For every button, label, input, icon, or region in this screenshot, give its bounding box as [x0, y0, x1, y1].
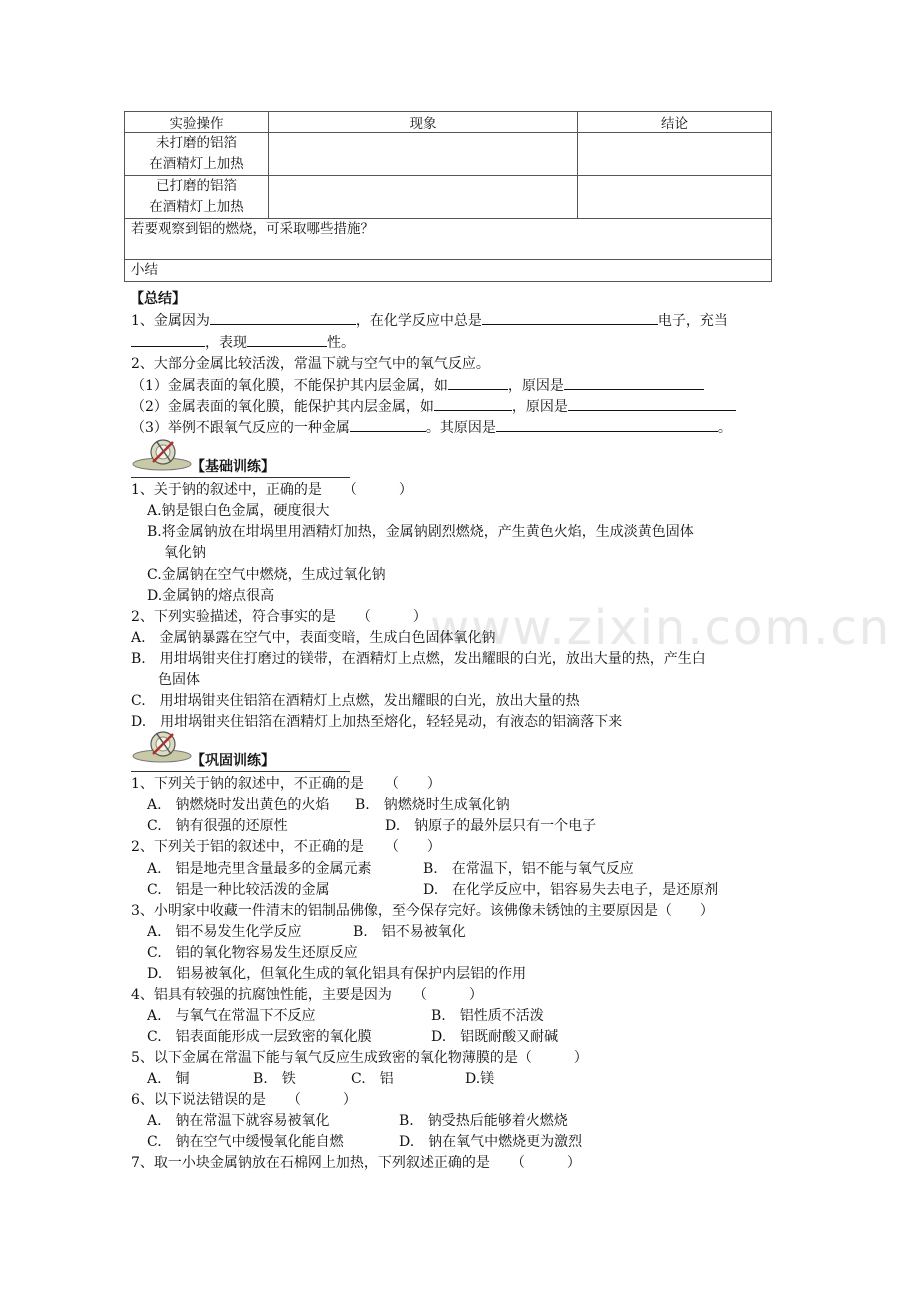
blank[interactable] [131, 346, 205, 347]
summary-heading: 【总结】 [130, 291, 186, 307]
blank[interactable] [448, 389, 508, 390]
cons-q5-option-b[interactable]: B. 铁 [253, 1071, 296, 1087]
summary-line-5: （2）金属表面的氧化膜，能保护其内层金属，如 ，原因是 [131, 396, 736, 416]
cons-q2-option-c[interactable]: C. 铝是一种比较活泼的金属 [147, 882, 330, 898]
basic-q1-option-b[interactable]: B.将金属钠放在坩埚里用酒精灯加热，金属钠剧烈燃烧，产生黄色火焰，生成淡黄色固体 [147, 524, 694, 540]
cons-q6-option-b[interactable]: B. 钠受热后能够着火燃烧 [399, 1113, 568, 1129]
cons-q1-option-b[interactable]: B. 钠燃烧时生成氧化钠 [355, 797, 510, 813]
cons-q4-option-d[interactable]: D. 铝既耐酸又耐碱 [431, 1029, 559, 1045]
table-cell-operation: 未打磨的铝箔 在酒精灯上加热 [125, 133, 269, 176]
basic-q2-option-d[interactable]: D. 用坩埚钳夹住铝箔在酒精灯上加热至熔化，轻轻晃动，有液态的铝滴落下来 [131, 714, 623, 730]
table-row [125, 133, 772, 176]
cons-q3-option-c[interactable]: C. 铝的氧化物容易发生还原反应 [147, 945, 358, 961]
blank[interactable] [564, 389, 704, 390]
basic-q2-option-b-cont: 色固体 [158, 672, 200, 688]
table-cell-phenomenon[interactable] [269, 133, 578, 176]
summary-line-3: 2、大部分金属比较活泼，常温下就与空气中的氧气反应。 [131, 356, 490, 372]
cons-q4-option-b[interactable]: B. 铝性质不活泼 [431, 1008, 544, 1024]
basic-training-heading: 【基础训练】 [131, 456, 350, 478]
cons-q6: 6、以下说法错误的是 （ ） [131, 1092, 357, 1108]
cons-q5-option-d[interactable]: D.镁 [465, 1071, 495, 1087]
cons-q6-option-a[interactable]: A. 钠在常温下就容易被氧化 [147, 1113, 330, 1129]
table-summary[interactable]: 小结 [125, 260, 772, 282]
basic-q2-option-b[interactable]: B. 用坩埚钳夹住打磨过的镁带，在酒精灯上点燃，发出耀眼的白光，放出大量的热，产生白 [131, 651, 706, 667]
basic-q2-option-c[interactable]: C. 用坩埚钳夹住铝箔在酒精灯上点燃，发出耀眼的白光，放出大量的热 [131, 693, 580, 709]
cons-q3-option-a[interactable]: A. 铝不易发生化学反应 [147, 924, 302, 940]
cons-q2-option-a[interactable]: A. 铝是地壳里含量最多的金属元素 [147, 861, 372, 877]
blank[interactable] [482, 324, 658, 325]
cons-q3-option-b[interactable]: B. 铝不易被氧化 [353, 924, 466, 940]
table-cell-phenomenon[interactable] [269, 176, 578, 219]
cons-q1-option-d[interactable]: D. 钠原子的最外层只有一个电子 [385, 818, 597, 834]
table-header-conclusion: 结论 [578, 112, 772, 133]
basic-q2-option-a[interactable]: A. 金属钠暴露在空气中，表面变暗，生成白色固体氧化钠 [131, 630, 496, 646]
cons-q7: 7、取一小块金属钠放在石棉网上加热，下列叙述正确的是 （ ） [131, 1155, 581, 1171]
cons-q4-option-a[interactable]: A. 与氧气在常温下不反应 [147, 1008, 316, 1024]
cons-q4-option-c[interactable]: C. 铝表面能形成一层致密的氧化膜 [147, 1029, 372, 1045]
table-cell-conclusion[interactable] [578, 176, 772, 219]
cons-q5-option-c[interactable]: C. 铝 [351, 1071, 394, 1087]
table-question[interactable]: 若要观察到铝的燃烧，可采取哪些措施？ [125, 219, 772, 260]
basic-q2: 2、下列实验描述，符合事实的是 （ ） [131, 609, 427, 625]
watermark: www.zixin.com.cn [430, 600, 892, 656]
cons-q1-option-a[interactable]: A. 钠燃烧时发出黄色的火焰 [147, 797, 330, 813]
table-header-phenomenon: 现象 [269, 112, 578, 133]
blank[interactable] [350, 431, 426, 432]
table-row [125, 176, 772, 219]
cons-q1-option-c[interactable]: C. 钠有很强的还原性 [147, 818, 288, 834]
cons-q2-option-d[interactable]: D. 在化学反应中，铝容易失去电子，是还原剂 [423, 882, 719, 898]
blank[interactable] [496, 431, 718, 432]
summary-line-1: 1、金属因为 ，在化学反应中总是 电子，充当 [131, 313, 728, 329]
cons-q6-option-c[interactable]: C. 钠在空气中缓慢氧化能自燃 [147, 1134, 344, 1150]
summary-line-4: （1）金属表面的氧化膜，不能保护其内层金属，如 ，原因是 [131, 375, 704, 395]
table-cell-operation: 已打磨的铝箔 在酒精灯上加热 [125, 176, 269, 219]
cons-q2-option-b[interactable]: B. 在常温下，铝不能与氧气反应 [423, 861, 634, 877]
blank[interactable] [568, 410, 736, 411]
experiment-table [124, 111, 772, 282]
cons-q4: 4、铝具有较强的抗腐蚀性能，主要是因为 （ ） [131, 987, 483, 1003]
cons-q3: 3、小明家中收藏一件清末的铝制品佛像，至今保存完好。该佛像未锈蚀的主要原因是（ ） [131, 903, 714, 919]
basic-q1-option-c[interactable]: C.金属钠在空气中燃烧，生成过氧化钠 [147, 567, 386, 583]
table-header-operation: 实验操作 [125, 112, 269, 133]
cons-q5-option-a[interactable]: A. 铜 [147, 1071, 190, 1087]
table-cell-conclusion[interactable] [578, 133, 772, 176]
summary-line-2: ，表现 性。 [131, 332, 355, 352]
cons-q1: 1、下列关于钠的叙述中，不正确的是 （ ） [131, 776, 441, 792]
basic-q1: 1、关于钠的叙述中，正确的是 （ ） [131, 482, 413, 498]
blank[interactable] [434, 410, 512, 411]
cons-q5: 5、以下金属在常温下能与氧气反应生成致密的氧化物薄膜的是（ ） [131, 1050, 588, 1066]
blank[interactable] [210, 324, 356, 325]
consolidate-heading: 【巩固训练】 [131, 750, 350, 772]
basic-q1-option-b-cont: 氧化钠 [164, 545, 206, 561]
cons-q3-option-d[interactable]: D. 铝易被氧化，但氧化生成的氧化铝具有保护内层铝的作用 [147, 966, 527, 982]
cons-q2: 2、下列关于铝的叙述中，不正确的是 （ ） [131, 839, 441, 855]
basic-q1-option-a[interactable]: A.钠是银白色金属，硬度很大 [147, 503, 330, 519]
cons-q6-option-d[interactable]: D. 钠在氧气中燃烧更为激烈 [399, 1134, 583, 1150]
summary-line-6: （3）举例不跟氧气反应的一种金属 。其原因是 。 [131, 420, 732, 436]
blank[interactable] [247, 346, 327, 347]
basic-q1-option-d[interactable]: D.金属钠的熔点很高 [147, 588, 275, 604]
